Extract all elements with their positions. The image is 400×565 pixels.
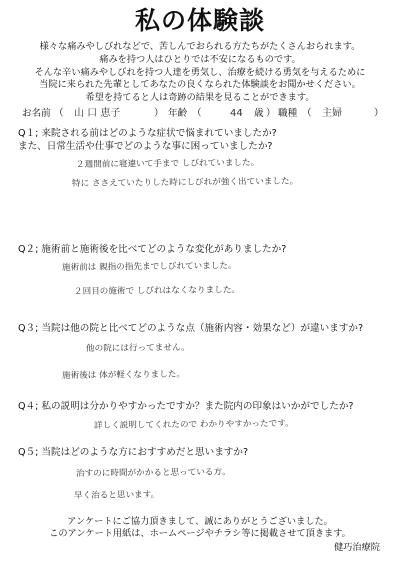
close-paren: ） (266, 108, 276, 119)
profile-row (22, 106, 390, 121)
answer-4-line-1: 詳しく説明してくれたので わかりやすかったです。 (93, 418, 294, 431)
intro-line: 痛みを持つ人はひとりでは不安になるものです。 (99, 53, 301, 65)
question-line: Q２; 施術前と施術後を比べてどのような変化がありましたか? (18, 244, 287, 255)
open-paren: （ (192, 108, 202, 119)
intro-text (10, 41, 390, 105)
age-label: 年齢 (168, 108, 188, 119)
answer-3-line-1: 他の院には行ってません。 (85, 342, 190, 354)
intro-line: 希望を持てると人は奇跡の結果を見ることができます。 (85, 92, 315, 104)
question-3 (18, 322, 363, 335)
answer-3-line-2: 施術後は 体が軽くなりました。 (61, 369, 186, 381)
name-value: 山 口 恵子 (74, 108, 121, 119)
job-value: 主婦 (322, 108, 342, 119)
question-5 (18, 446, 248, 459)
answer-2-line-1: 施術前は 親指の指先までしびれていました。 (61, 261, 237, 273)
question-line: Q４; 私の説明は分かりやすかったですか？また院内の印象はいかがでしたか? (18, 401, 354, 412)
footer-line: アンケートにご協力頂きまして、誠にありがとうございました。 (67, 516, 333, 527)
page-title: 私の体験談 (134, 6, 265, 35)
age-unit: 歳 (254, 108, 264, 119)
intro-line: そんな辛い痛みやしびれを持つ人達を勇気し、治療を続ける勇気を与えるために (34, 66, 366, 78)
answer-1-line-1: ２週間前に寝違いて手まで しびれていました。 (75, 158, 260, 170)
question-1 (18, 127, 277, 153)
answer-1-line-2: 特に ささえていたりした時にしびれが強く出ていました。 (71, 176, 299, 189)
clinic-name: 健巧治療院 (334, 542, 380, 553)
age-value: 44 (230, 108, 243, 119)
intro-line: 様々な痛みやしびれなどで、苦しんでおられる方たちがたくさんおられます。 (39, 41, 361, 52)
open-paren: （ (302, 108, 312, 119)
question-line: Q３; 当院は他の院と比べてどのような点（施術内容・効果など）が違いますか? (18, 323, 364, 334)
question-line: Q１; 来院される前はどのような症状で悩まれていましたか? (18, 128, 277, 139)
name-label: お名前 (22, 108, 51, 119)
question-2 (18, 243, 286, 256)
footer-text (0, 516, 400, 540)
footer-line: このアンケート用紙は、ホームページやチラシ等に掲載させて頂きます。 (49, 528, 351, 539)
job-label: 職種 (278, 108, 298, 119)
intro-line: 当院に来られた先輩としてあなたの良くなられた体験談をお聞かせください。 (39, 79, 361, 91)
close-paren: ） (154, 108, 164, 119)
answer-5-line-1: 治すのに時間がかかると思っている方。 (75, 467, 231, 479)
question-4 (18, 400, 354, 413)
question-line: Q５; 当院はどのような方におすすめだと思いますか? (18, 447, 249, 458)
answer-5-line-2: 早く治ると思います。 (73, 490, 160, 501)
open-paren: （ (54, 108, 64, 119)
answer-2-line-2: ２回目の施術で しびれはなくなりました。 (73, 285, 241, 297)
question-line: また、日常生活や仕事でどのような事に困っていましたか? (18, 141, 273, 152)
close-paren: ） (374, 108, 384, 119)
